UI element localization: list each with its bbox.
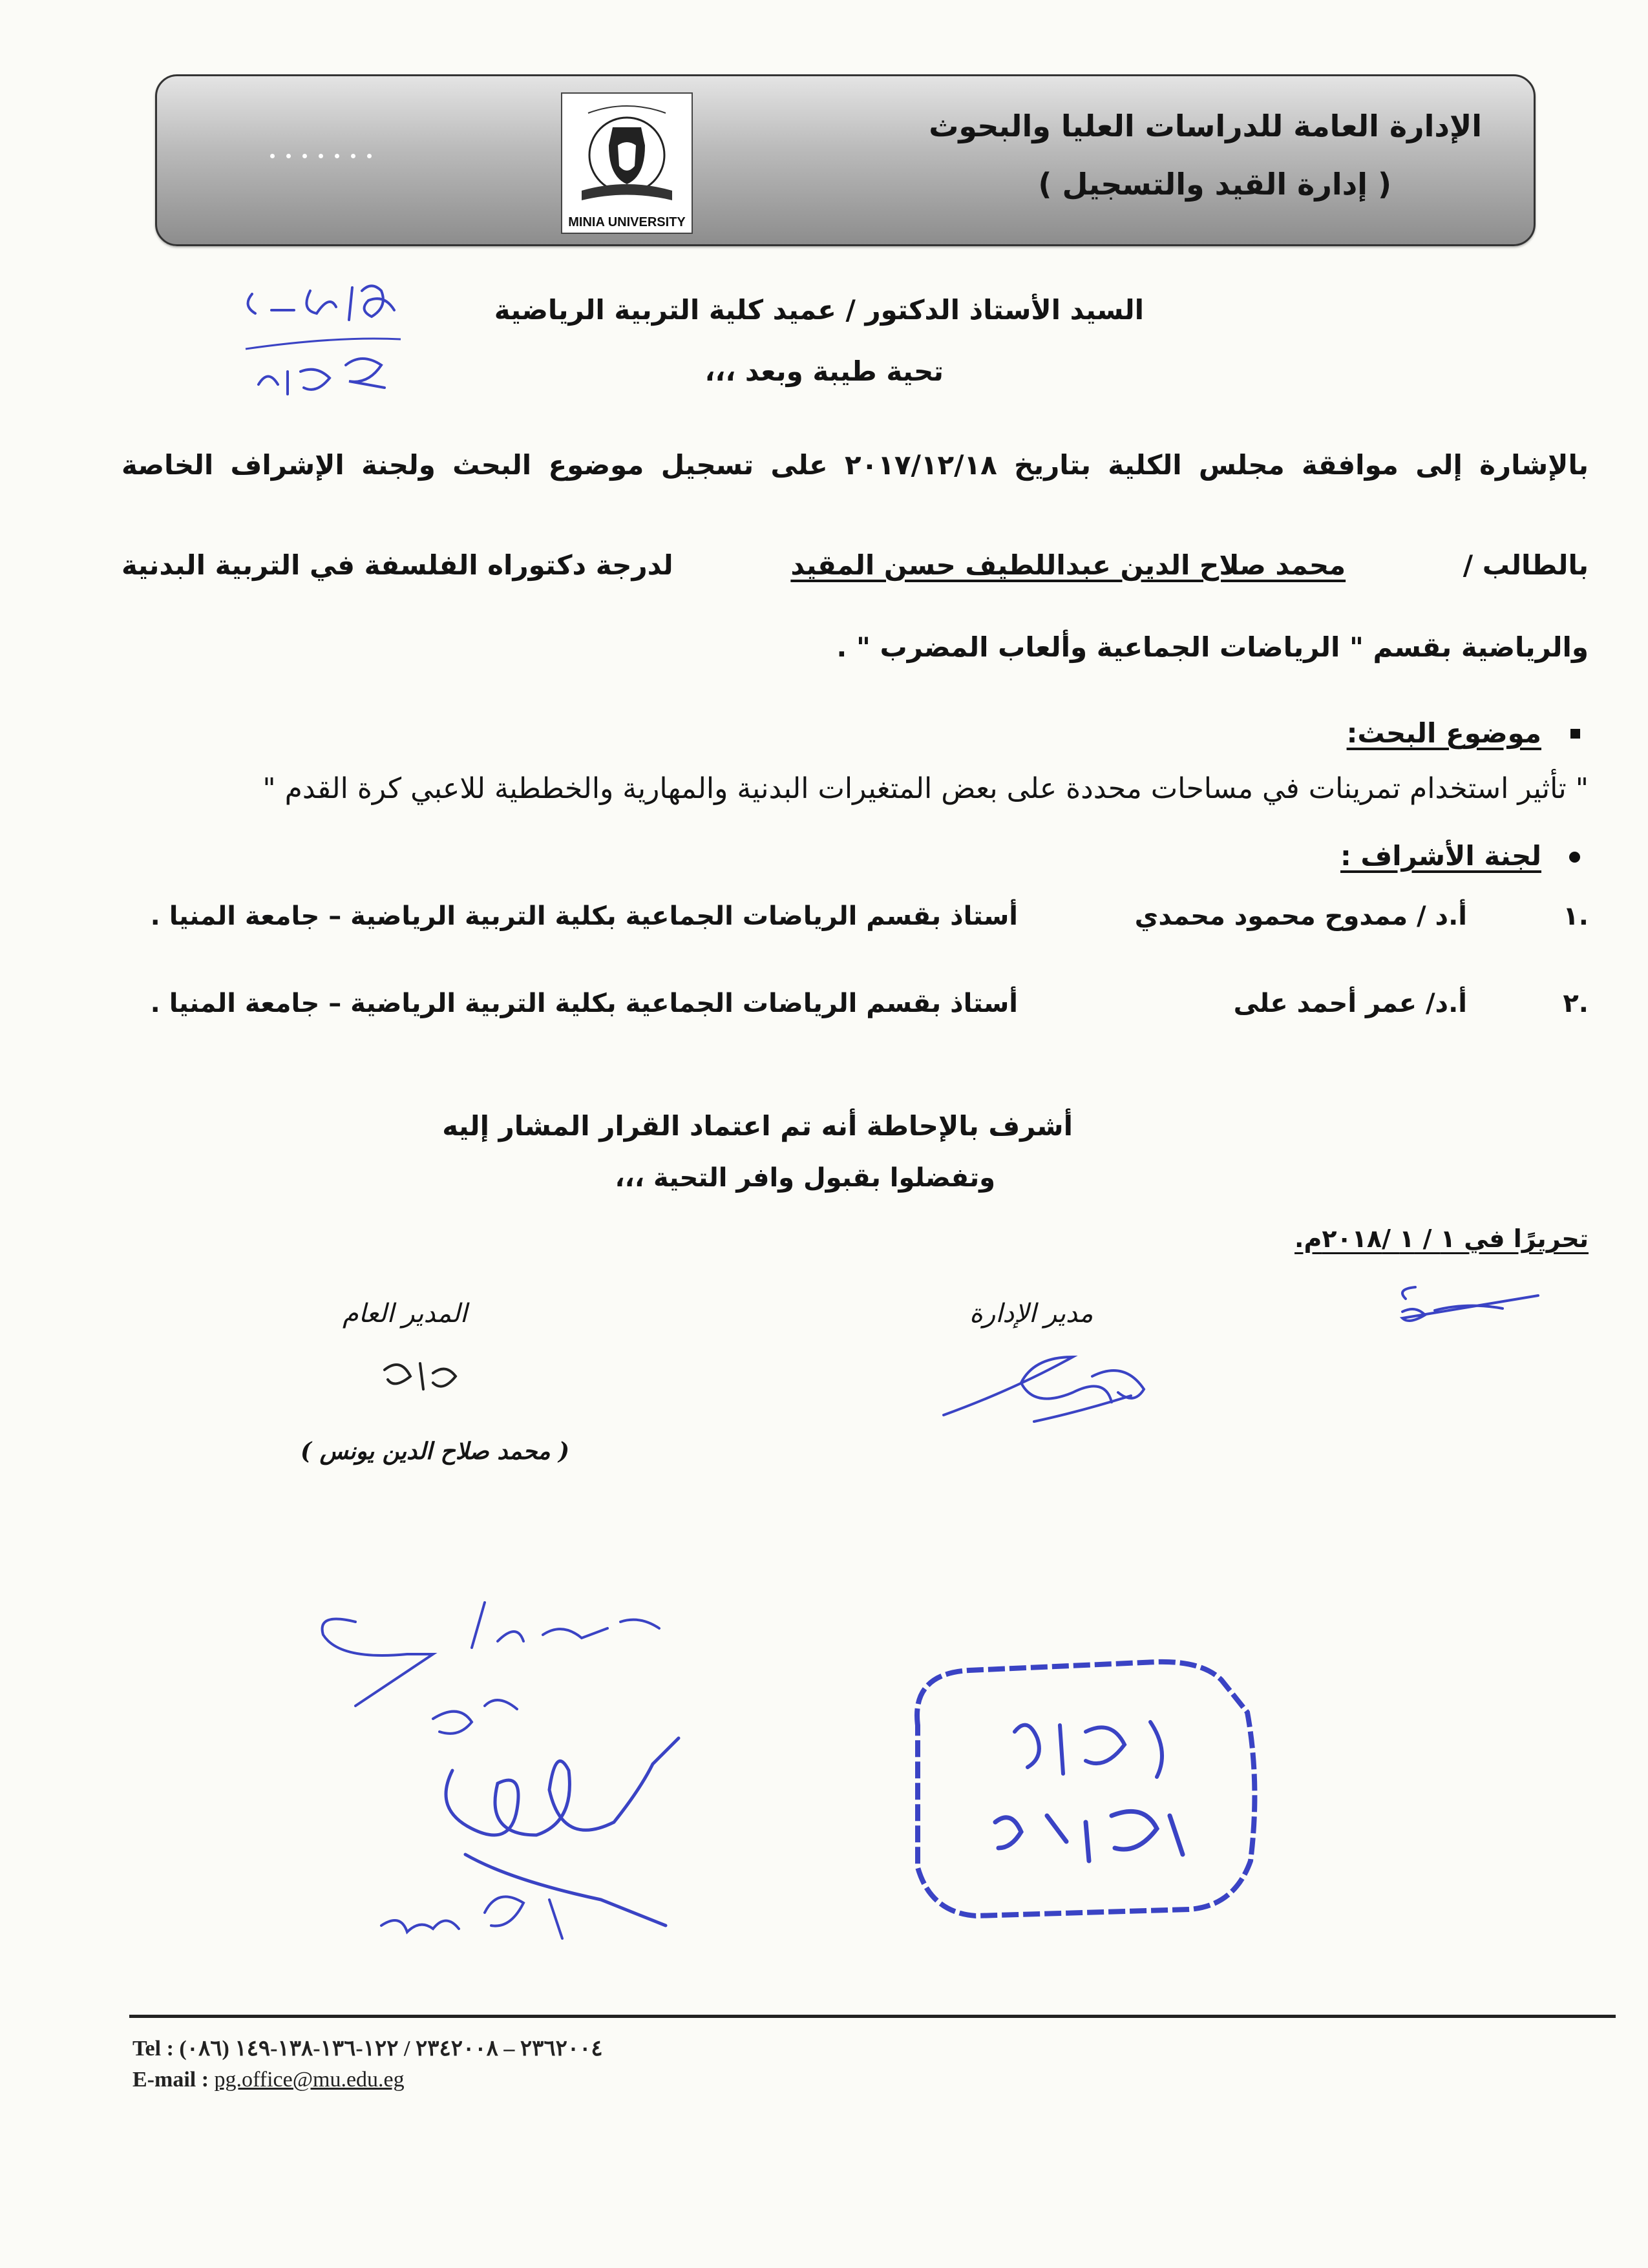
- member-2-name: أ.د/ عمر أحمد على: [1233, 989, 1467, 1018]
- closing-line-1: أشرف بالإحاطة أنه تم اعتماد القرار المشار إليه: [442, 1110, 1073, 1142]
- footer-email-row: [132, 2068, 405, 2092]
- department-subtitle: ( إدارة القيد والتسجيل ): [1038, 167, 1391, 202]
- footer-email-label: E-mail :: [132, 2068, 209, 2092]
- student-name: محمد صلاح الدين عبداللطيف حسن المقيد: [790, 549, 1346, 581]
- general-manager-name: ( محمد صلاح الدين يونس ): [301, 1438, 570, 1465]
- logo-caption: MINIA UNIVERSITY: [568, 215, 686, 229]
- footer-email-link[interactable]: pg.office@mu.edu.eg: [214, 2068, 405, 2092]
- research-label: موضوع البحث:: [1346, 717, 1541, 749]
- footer-telephone: Tel : (٠٨٦) ٢٣٦٢٠٠٤ – ٢٣٤٢٠٠٨ / ١٢٢-١٣٦-١٣٨-١٤٩: [132, 2037, 603, 2061]
- round-bullet-icon: [1569, 852, 1580, 863]
- student-prefix: بالطالب /: [1463, 549, 1589, 581]
- handwritten-note: [304, 1577, 756, 1980]
- body-line-1: بالإشارة إلى موافقة مجلس الكلية بتاريخ ٢٠١٧/١٢/١٨ على تسجيل موضوع البحث ولجنة الإشراف الخاصة: [121, 449, 1589, 481]
- registry-stamp: [898, 1654, 1260, 1928]
- member-1-number: .١: [1563, 901, 1589, 931]
- footer-divider: [129, 2015, 1616, 2018]
- committee-label: لجنة الأشراف :: [1340, 840, 1541, 872]
- member-1-name: أ.د / ممدوح محمود محمدي: [1134, 901, 1467, 931]
- general-manager-signature: [375, 1350, 465, 1405]
- decorative-dots: [270, 149, 383, 161]
- recipient-line: السيد الأستاذ الدكتور / عميد كلية التربية الرياضية: [494, 294, 1144, 326]
- greeting-line: تحية طيبة وبعد ،،،: [704, 355, 944, 387]
- member-1-title: أستاذ بقسم الرياضات الجماعية بكلية التربية الرياضية – جامعة المنيا .: [150, 901, 1018, 931]
- degree-text: لدرجة دكتوراه الفلسفة في التربية البدنية: [121, 549, 673, 581]
- date-initials-signature: [1389, 1279, 1558, 1340]
- closing-line-2: وتفضلوا بقبول وافر التحية ،،،: [615, 1163, 995, 1193]
- member-2-number: .٢: [1563, 989, 1589, 1018]
- member-2-title: أستاذ بقسم الرياضات الجماعية بكلية التربية الرياضية – جامعة المنيا .: [150, 989, 1018, 1018]
- research-title: " تأثير استخدام تمرينات في مساحات محددة على بعض المتغيرات البدنية والمهارية والخططية للاعبي كرة القدم ": [262, 772, 1589, 805]
- general-manager-title: المدير العام: [343, 1299, 467, 1328]
- university-logo: [561, 92, 693, 234]
- letterhead-banner: [155, 74, 1536, 246]
- directorate-title: الإدارة العامة للدراسات العليا والبحوث: [929, 109, 1482, 143]
- director-signature: [937, 1331, 1157, 1431]
- square-bullet-icon: [1570, 729, 1580, 739]
- body-line-3: والرياضية بقسم " الرياضات الجماعية وألعاب المضرب " .: [836, 631, 1589, 663]
- director-title: مدير الإدارة: [969, 1299, 1093, 1328]
- issue-date: تحريرًا في ١ / ١ /٢٠١٨م.: [1294, 1224, 1589, 1253]
- body-line-2: [121, 549, 1589, 582]
- handwritten-reference: [233, 275, 446, 413]
